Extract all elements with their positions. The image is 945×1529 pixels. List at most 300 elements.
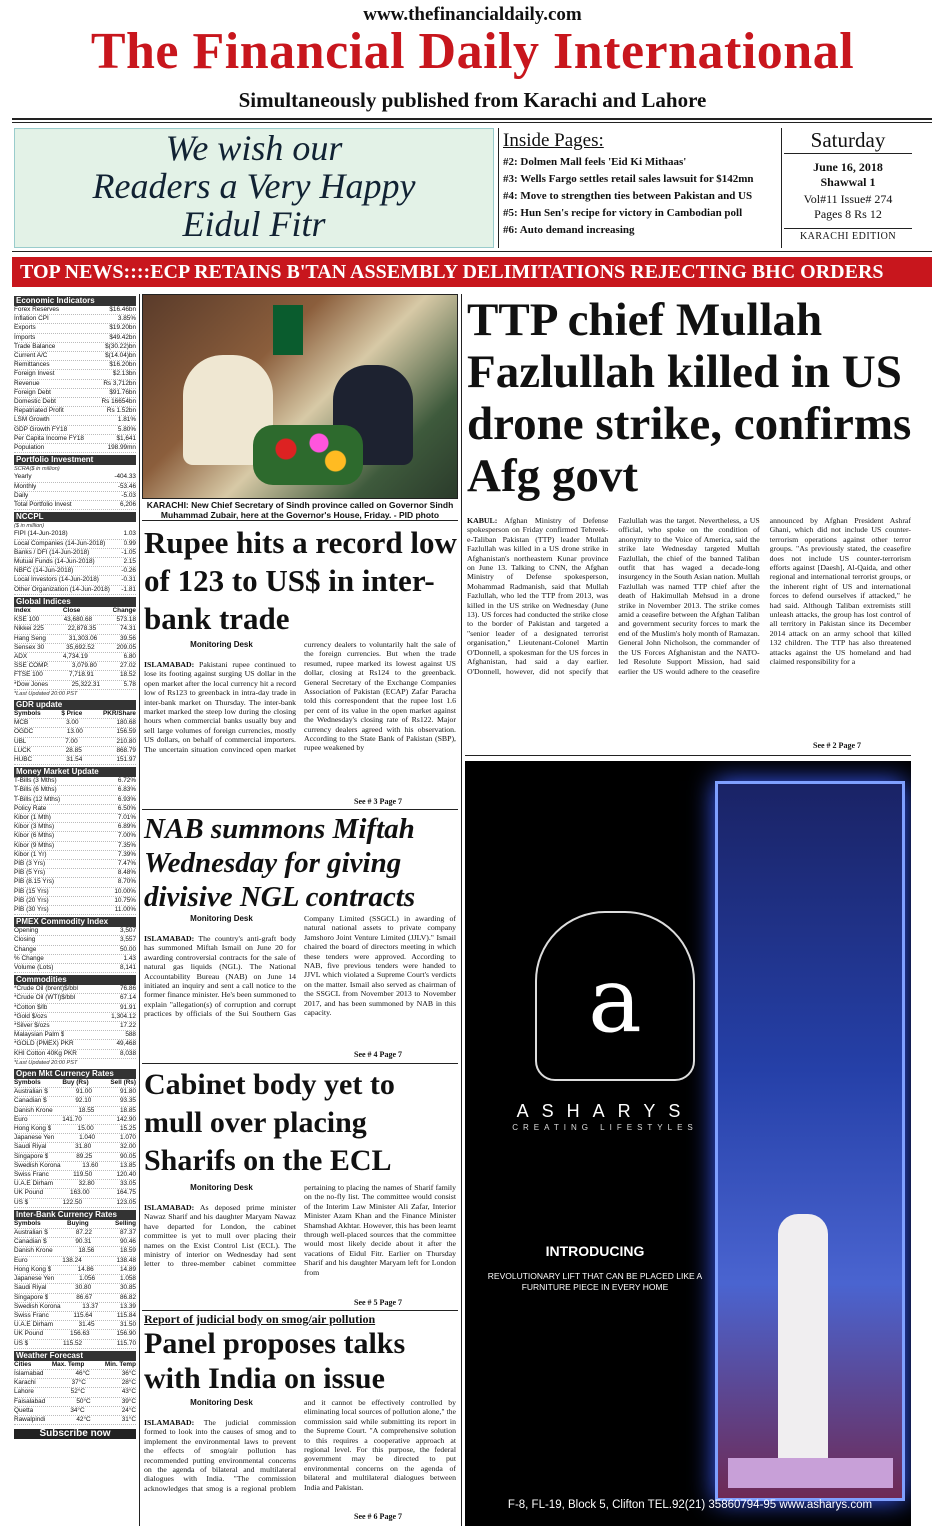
cell: 15.00 [77,1125,94,1133]
cell: Canadian $ [14,1097,47,1105]
cell: 156.59 [116,728,136,736]
article-rupee-body [144,640,456,802]
headline-ttp: TTP chief Mullah Fazlullah killed in US drone strike, confirms Afg govt [467,294,912,502]
interbank-header-row [14,1220,136,1229]
interbank-row [14,1312,136,1321]
money-row [14,777,136,786]
cell: 164.75 [116,1189,136,1197]
economic-row [14,315,136,324]
section-rule [142,1310,458,1311]
lift-floor [728,1458,893,1488]
weather-row [14,1398,136,1407]
money-row [14,869,136,878]
cell: 32.80 [78,1180,95,1188]
column-header: Symbols [14,1219,41,1227]
portfolio-row [14,473,136,482]
cell: Foreign Debt [14,388,51,396]
cell: 86.82 [120,1293,136,1301]
commodities-row [14,1004,136,1013]
subscribe-button[interactable]: Subscribe now [14,1429,136,1439]
cell: HUBC [14,755,33,763]
cell: 30.85 [119,1284,136,1292]
cell: Rs 3,712bn [103,379,136,387]
cell: 1.070 [119,1134,136,1142]
cell: Japanese Yen [14,1134,55,1142]
cell: 18.85 [119,1106,136,1114]
nccpl-row [14,558,136,567]
cell: Per Capita Income FY18 [14,434,84,442]
pmex-row [14,927,136,936]
cell: Imports [14,333,36,341]
cell: 13.85 [119,1161,136,1169]
cell: 33.05 [120,1180,136,1188]
open_mkt-row [14,1199,136,1208]
cell: 7.35% [117,841,136,849]
commodities-row [14,994,136,1003]
article-ttp-body [467,516,911,748]
column-header: Change [112,606,136,614]
column-header: PKR/Share [102,709,136,717]
interbank-row [14,1238,136,1247]
cell: *Crude Oil (WTI)$/bbl [14,994,76,1002]
inside-page-item: #2: Dolmen Mall feels 'Eid Ki Mithaas' [503,156,687,168]
continued-ref: See # 2 Page 7 [813,741,861,750]
portfolio-section-title: Portfolio Investment [14,455,136,465]
column-header: Sell (Rs) [110,1079,136,1087]
economic-row [14,324,136,333]
cell: 5.80% [117,425,136,433]
cell: 31.54 [66,755,83,763]
money-row [14,888,136,897]
cell: 198.99mn [107,444,136,452]
cell: 138.24 [62,1256,82,1264]
continued-ref: See # 3 Page 7 [354,797,402,806]
open_mkt-row [14,1134,136,1143]
headline-rupee: Rupee hits a record low of 123 to US$ in inter-bank trade [144,525,457,636]
masthead-subtitle: Simultaneously published from Karachi and Lahore [238,88,707,112]
cell: Change [14,945,37,953]
cell: Inflation CPI [14,315,49,323]
open_mkt-row [14,1171,136,1180]
cell: 5.78 [123,680,136,688]
cell: $1,641 [116,434,136,442]
article-dateline: ISLAMABAD: [144,1203,195,1212]
cell: Hong Kong $ [14,1125,52,1133]
open_mkt-row [14,1143,136,1152]
commodities-row [14,1022,136,1031]
cell: $2.13bn [112,370,136,378]
top-news-banner: TOP NEWS::::ECP RETAINS B'TAN ASSEMBLY DELIMITATIONS REJECTING BHC ORDERS [12,257,932,287]
cell: LSM Growth [14,416,50,424]
cell: 13.00 [66,728,83,736]
column-header: $ Price [61,709,83,717]
nccpl-section-title: NCCPL [14,512,136,522]
cell: 8.70% [117,878,136,886]
cell: 93.35 [119,1097,136,1105]
column-header: Symbols [14,1079,41,1087]
cell: Karachi [14,1379,36,1387]
cell: Kibor (1 Mth) [14,813,51,821]
cell: 86.67 [76,1293,93,1301]
article-text: Afghan Ministry of Defense spokesperson on Friday confirmed Tehreek-e-Taliban Pakistan (TTP) leader Mullah Fazlullah was killed in a US drone strike in Afghanistan's northeastern Kunar province on June 13. Talking to CNN, the Afghan Ministry of Defense spokesperson, Mohammad Radmanish, said that Mullah Fazlullah, who led the TTP from 2013, was killed in the US strike on Wednesday (June 13). US forces had conducted the strike close to the border of Pakistan and targeted a "senior leader of a designated terrorist organisation," Lieutenant-Colonel Martin O'Donnell, a spokesman for the US forces in Afghanistan, had said a day earlier. O'Donnell, however, did not specify that Fazlullah was the target. Nevertheless, a US official, who spoke on the condition of anonymity to the Voice of America, said the strike late Wednesday targeted Mullah Fazlullah, the chief of the banned Taliban outfit that has waged a decade-long insurgency in the South Asian nation. Mullah Fazlullah was named TTP chief after the death of Hakimullah Mehsud in a drone strike in November 2013. The strike comes amid a ceasefire between the Afghan Taliban and government security forces to mark the end of the Muslim's holy month of Ramazan. General John Nicholson, the commander of the US Forces Afghanistan and the NATO-led Resolute Support Mission, had said earlier the US would adhere to the ceasefire announced by Afghan President Ashraf Ghani, which did not include US counter-terrorism operations against other terror groups. "As previously stated, the ceasefire does not include US counter-terrorism efforts against [Daesh], Al-Qaida, and other regional and international terrorist groups, or the inherent right of US and international forces to defend ourselves if attacked," he had said. Although Taliban extremists still unleash attacks, the group has lost control of all territory in Pakistan since its December 2014 attack on an army school that killed 132 children. The TTP has also threatened attacks against the US homeland and had claimed responsibility for a [467,516,911,676]
cell: Malaysian Palm $ [14,1031,65,1039]
cell: 8.48% [117,869,136,877]
cell: 22,878.35 [67,625,97,633]
weather-row [14,1407,136,1416]
economic-row [14,389,136,398]
interbank-row [14,1257,136,1266]
cell: 50°C [76,1397,91,1405]
cell: 1.040 [79,1134,96,1142]
cell: Nikkei 225 [14,625,44,633]
cell: Daily [14,491,29,499]
hijri-date: Shawwal 1 [820,175,876,189]
cell: Population [14,444,45,452]
cell: 17.22 [120,1022,136,1030]
cell: Singapore $ [14,1293,49,1301]
cell: SSE COMP. [14,662,49,670]
cell: 3.00 [66,719,79,727]
cell: 209.05 [116,643,136,651]
byline: Monitoring Desk [190,914,253,923]
weather-row [14,1416,136,1425]
article-panel-body [144,1398,456,1510]
cell: -53.46 [117,482,136,490]
cell: PIB (20 Yrs) [14,896,49,904]
cell: 36°C [121,1369,136,1377]
cell: UK Pound [14,1189,44,1197]
cell: MCB [14,719,29,727]
cell: 138.48 [116,1256,136,1264]
global-section-title: Global Indices [14,597,136,607]
dateline-box [784,128,912,248]
column-header: Index [14,606,31,614]
cell: 7,718.91 [68,671,94,679]
cell: 15.25 [120,1125,136,1133]
economic-row [14,306,136,315]
weather-section-title: Weather Forecast [14,1351,136,1361]
cell: 163.00 [70,1189,90,1197]
cell: 1.03 [123,530,136,538]
cell: 4,734.19 [62,652,88,660]
nccpl-row [14,586,136,595]
economic-row [14,426,136,435]
economic-row [14,416,136,425]
headline-cabinet: Cabinet body yet to mull over placing Sharifs on the ECL [144,1068,395,1177]
cell: PIB (30 Yrs) [14,905,49,913]
cell: Faisalabad [14,1397,46,1405]
cell: Kibor (9 Mths) [14,841,55,849]
open_mkt-row [14,1162,136,1171]
commodities-row [14,1013,136,1022]
byline: Monitoring Desk [190,1398,253,1407]
cell: 142.90 [116,1115,136,1123]
cell: Foreign Invest [14,370,55,378]
cell: 6.93% [117,795,136,803]
cell: -5.03 [121,491,136,499]
global-row [14,616,136,625]
cell: Yearly [14,473,32,481]
section-rule [465,755,911,756]
kicker-panel: Report of judicial body on smog/air pollution [144,1312,376,1326]
inside-page-item: #3: Wells Fargo settles retail sales lawsuit for $142mn [503,173,754,185]
gdr-row [14,747,136,756]
cell: 115.52 [63,1339,83,1347]
money-row [14,851,136,860]
cell: UBL [14,737,27,745]
cell: 7.39% [117,850,136,858]
weather-row [14,1388,136,1397]
cell: Danish Krone [14,1106,53,1114]
portfolio-note: SCRA($ in million) [14,466,60,473]
cell: 13.37 [82,1302,99,1310]
cell: *Cotton $/lb [14,1003,48,1011]
inside-page-item: #4: Move to strengthen ties between Pakistan and US [503,190,753,202]
cell: 1.43 [123,954,136,962]
issue-date: June 16, 2018 [813,160,883,174]
cell: Closing [14,936,36,944]
cell: 1.81% [117,416,136,424]
cell: 3.85% [117,315,136,323]
cell: 1.058 [119,1275,136,1283]
cell: PIB (15 Yrs) [14,887,49,895]
masthead: The Financial Daily International [90,23,855,80]
market-sidebar [14,294,136,1526]
cell: 43°C [121,1388,136,1396]
cell: 123.05 [116,1198,136,1206]
open_mkt-row [14,1107,136,1116]
inside-page-item: #6: Auto demand increasing [503,224,635,236]
cell: -404.33 [114,473,136,481]
cell: 76.86 [120,985,136,993]
section-rule [142,1063,458,1064]
article-nab-body [144,914,456,1050]
interbank-row [14,1247,136,1256]
cell: Swedish Korona [14,1161,61,1169]
global-row [14,635,136,644]
cell: 31.80 [75,1143,92,1151]
economic-row [14,370,136,379]
cell: 31°C [121,1415,136,1423]
cell: KSE 100 [14,616,40,624]
open_mkt-section-title: Open Mkt Currency Rates [14,1069,136,1079]
cell: 39°C [121,1397,136,1405]
inside-page-item: #5: Hun Sen's recipe for victory in Cambodian poll [503,207,743,219]
greeting-line: Eidul Fitr [182,204,326,244]
column-header: Buy (Rs) [62,1079,89,1087]
article-dateline: ISLAMABAD: [144,1418,195,1427]
economic-section-title: Economic Indicators [14,296,136,306]
nccpl-row [14,540,136,549]
cell: 43,680.68 [63,616,93,624]
cell: 156.90 [116,1330,136,1338]
cell: US $ [14,1198,29,1206]
cell: 87.37 [120,1229,136,1237]
cell: FTSE 100 [14,671,43,679]
inside-pages-box [498,128,782,248]
cell: $16.20bn [109,361,136,369]
cell: PIB (8.15 Yrs) [14,878,55,886]
column-header: Max. Temp [51,1360,85,1368]
column-header: Symbols [14,709,41,717]
cell: 0.99 [123,539,136,547]
cell: Kibor (6 Mths) [14,832,55,840]
cell: Banks / DFI (14-Jun-2018) [14,548,90,556]
cell: Repatriated Profit [14,407,64,415]
cell: 1.056 [79,1275,96,1283]
cell: T-Bills (12 Mths) [14,795,61,803]
pmex-row [14,946,136,955]
cell: KHI Cotton 40Kg PKR [14,1049,77,1057]
cell: 119.50 [73,1171,93,1179]
nccpl-row [14,530,136,539]
interbank-row [14,1330,136,1339]
economic-row [14,352,136,361]
asharys-advertisement[interactable] [465,761,911,1526]
cell: 89.25 [76,1152,93,1160]
pmex-row [14,964,136,973]
headline-nab: NAB summons Miftah Wednesday for giving divisive NGL contracts [144,813,416,913]
cell: 14.89 [120,1265,136,1273]
cell: 67.14 [120,994,136,1002]
cell: Total Portfolio Invest [14,501,72,509]
portfolio-row [14,483,136,492]
global-header-row [14,607,136,616]
cell: Swiss Franc [14,1311,49,1319]
cell: 7.00 [65,737,78,745]
cell: 28°C [121,1379,136,1387]
cell: 6.50% [117,804,136,812]
cell: % Change [14,954,44,962]
cell: 35,692.52 [66,643,95,651]
cell: Monthly [14,482,37,490]
commodities-row [14,1040,136,1049]
cell: Remittances [14,361,50,369]
cell: T-Bills (6 Mths) [14,786,57,794]
commodities-row [14,985,136,994]
cell: Canadian $ [14,1238,47,1246]
cell: 37°C [71,1379,86,1387]
cell: T-Bills (3 Mths) [14,777,57,785]
cell: *Silver $/ozs [14,1022,50,1030]
interbank-row [14,1321,136,1330]
money-row [14,796,136,805]
asharys-logo [535,911,695,1081]
global-row [14,644,136,653]
cell: 3,557 [120,936,136,944]
gdr-row [14,728,136,737]
ad-intro-text: REVOLUTIONARY LIFT THAT CAN BE PLACED LIKE A FURNITURE PIECE IN EVERY HOME [487,1271,703,1292]
cell: 46°C [75,1369,90,1377]
cell: Singapore $ [14,1152,49,1160]
site-url: www.thefinancialdaily.com [363,4,582,25]
cell: $19.20bn [109,324,136,332]
cell: Trade Balance [14,342,56,350]
cell: Euro [14,1256,28,1264]
cell: 34°C [70,1406,85,1414]
logo-letter: a [588,948,642,1053]
cell: 1,304.12 [111,1012,136,1020]
cell: Domestic Debt [14,398,56,406]
cell: Opening [14,927,39,935]
cell: 6,206 [120,501,136,509]
cell: Australian $ [14,1229,48,1237]
cell: 588 [125,1031,136,1039]
cell: 27.02 [119,662,136,670]
ad-tagline: CREATING LIFESTYLES [512,1123,698,1132]
continued-ref: See # 5 Page 7 [354,1298,402,1307]
pmex-row [14,936,136,945]
continued-ref: See # 4 Page 7 [354,1050,402,1059]
cell: Saudi Riyal [14,1143,47,1151]
cell: Saudi Riyal [14,1284,47,1292]
cell: 31.45 [78,1321,95,1329]
cell: Japanese Yen [14,1275,55,1283]
open_mkt-row [14,1180,136,1189]
cell: 18.56 [78,1247,95,1255]
cell: 7.47% [117,859,136,867]
cell: 87.22 [75,1229,92,1237]
open_mkt-row [14,1125,136,1134]
cell: Swiss Franc [14,1171,49,1179]
cell: 18.59 [119,1247,136,1255]
governor-meeting-photo [142,294,458,499]
cell: 31.50 [120,1321,136,1329]
continued-ref: See # 6 Page 7 [354,1512,402,1521]
cell: Forex Reserves [14,306,60,313]
cell: 25,322.31 [71,680,101,688]
ad-address: F-8, FL-19, Block 5, Clifton TEL.92(21) 35860794-95 www.asharys.com [507,1499,873,1511]
cell: Hang Seng [14,634,46,642]
cell: 90.46 [119,1238,136,1246]
economic-row [14,380,136,389]
cell: *GOLD (PMEX) PKR [14,1040,74,1048]
money-row [14,878,136,887]
cell: LUCK [14,746,32,754]
article-dateline: ISLAMABAD: [144,660,195,669]
cell: 11.00% [114,905,136,913]
commodities-updated: *Last Updated 20:00 PST [14,1059,78,1066]
ad-intro-heading: INTRODUCING [545,1243,645,1259]
economic-row [14,407,136,416]
interbank-row [14,1229,136,1238]
cell: 90.05 [120,1152,136,1160]
photo-caption: KARACHI: New Chief Secretary of Sindh province called on Governor Sindh Muhammad Zubair, here at the Governor's House, Friday. - PID photo [146,500,454,520]
cell: -0.26 [121,567,136,575]
cell: 90.31 [75,1238,92,1246]
cell: 6.89% [117,823,136,831]
cell: 573.18 [116,616,136,624]
cell: 122.50 [62,1198,83,1206]
article-text: As deposed prime minister Nawaz Sharif and his daughter Maryam Nawaz have departed for London, the cabinet committee is yet to mull over placing their names on the Exist Control List (ECL). The ministry of interior on Wednesday had sent letter to three-member cabinet committee pertaining to placing the names of Sharif family on the no-fly list. The committee would consist of the Interim Law Minister Ali Zafar, Interior Minister Azam Khan and the Finance Minister Shamshad Akhtar. However, this has been learnt through well-placed sources that the committee would most likely decide about it after the vacations of Eidul Fitr. Earlier on Thursday Sharif and his daughter Maryam left for London from [144,1183,456,1277]
cell: 39.56 [119,634,136,642]
money-row [14,906,136,915]
cell: 18.52 [119,671,136,679]
economic-row [14,361,136,370]
cell: UK Pound [14,1330,44,1338]
economic-row [14,334,136,343]
cell: 91.00 [75,1088,92,1096]
gdr-row [14,738,136,747]
cell: *Dow Jones [14,680,49,688]
eid-greeting-box [14,128,494,248]
cell: 151.97 [116,755,136,763]
cell: 180.68 [116,719,136,727]
portfolio-row [14,501,136,510]
money-row [14,832,136,841]
cell: Rs 1.52bn [106,407,136,415]
money-row [14,860,136,869]
